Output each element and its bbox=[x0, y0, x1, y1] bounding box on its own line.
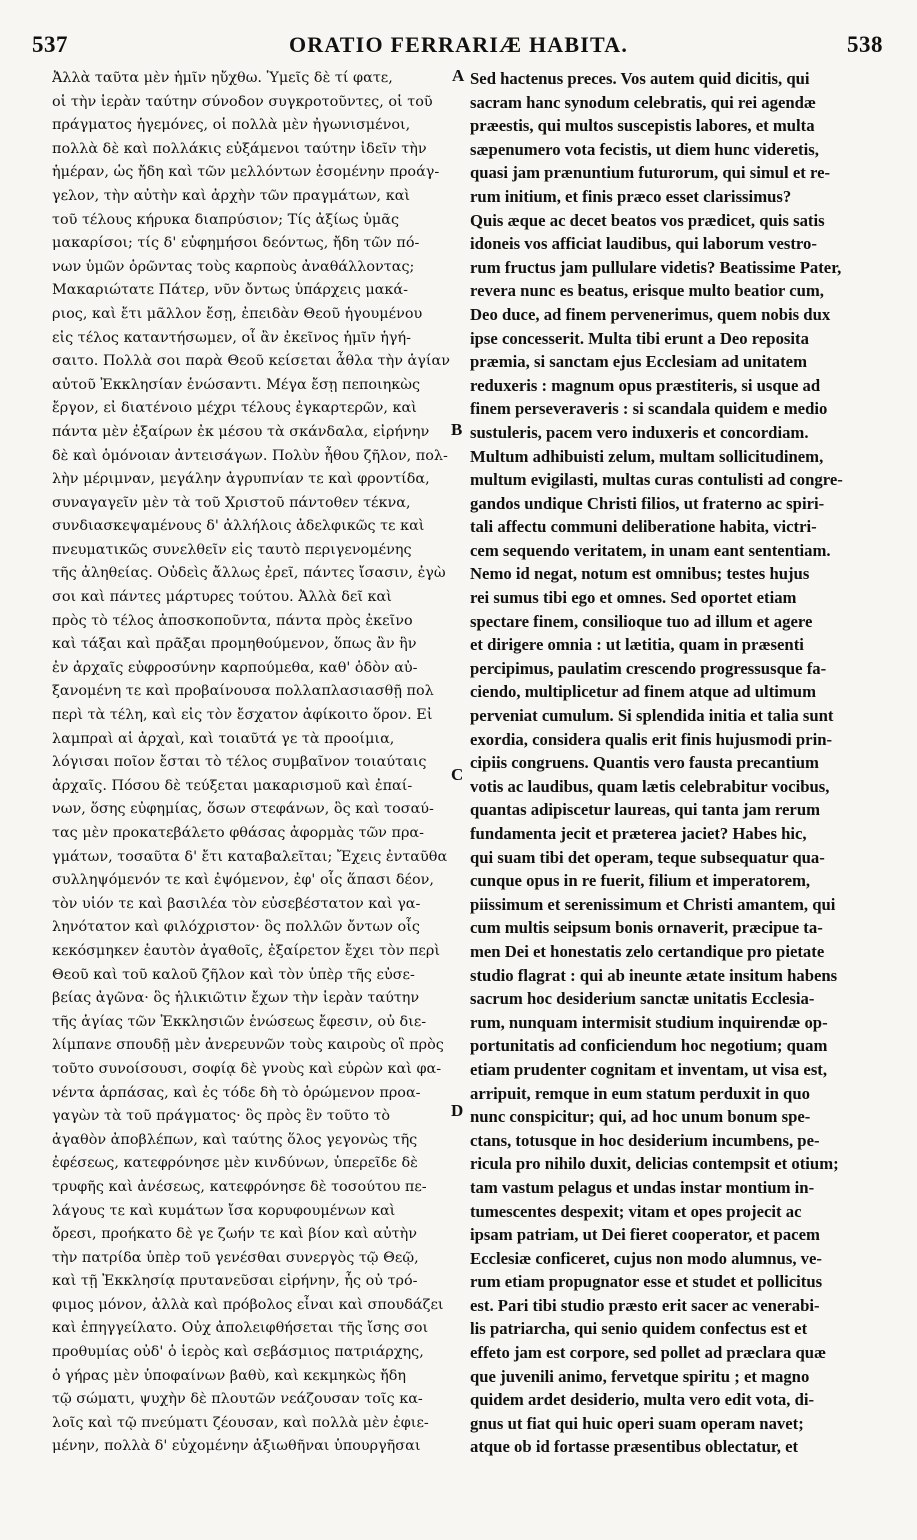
greek-text-line: τοῦ τέλους κήρυκα διαπρύσιον; Τίς ἀξίως ὑμᾶς bbox=[52, 211, 400, 228]
greek-text-line: αὐτοῦ Ἐκκλησίαν ἑνώσαντι. Μέγα ἔσῃ πεποιηκὼς bbox=[52, 376, 421, 393]
latin-text-line: que juvenili animo, fervetque spiritu ; et magno bbox=[470, 1366, 810, 1386]
latin-text-line: multum evigilasti, multas curas contulisti ad congre- bbox=[470, 470, 843, 490]
greek-text-line: τὴν πατρίδα ὑπὲρ τοῦ γενέσθαι συνεργὸς τῷ Θεῷ, bbox=[52, 1249, 419, 1266]
greek-text-line: λόγισαι ποῖον ἔσται τὸ τέλος συμβαῖνον τοιαύταις bbox=[52, 754, 427, 771]
latin-text-line: cem sequendo veritatem, in unam eant sententiam. bbox=[470, 540, 831, 560]
latin-text-line: rum, nunquam intermisit studium inquirendæ op- bbox=[470, 1012, 828, 1032]
greek-text-line: γαγὼν τὰ τοῦ πράγματος· ὃς πρὸς ἓν τοῦτο τὸ bbox=[52, 1108, 391, 1125]
latin-text-line: præestis, qui multos suscepistis labores, et multa bbox=[470, 116, 815, 136]
latin-text-line: exordia, considera qualis erit finis hujusmodi prin- bbox=[470, 729, 833, 749]
section-marker-b: B bbox=[451, 420, 463, 439]
greek-text-line: λίμπανε σπουδῇ μὲν ἀνερευνῶν τοὺς καιροὺς οἳ πρὸς bbox=[52, 1037, 444, 1054]
greek-text-line: ἐν ἀρχαῖς εὐφροσύνην καρπούμεθα, καθ' ὁδὸν αὐ- bbox=[52, 659, 418, 676]
greek-text-line: ἔργον, εἰ διατένοιο μέχρι τέλους ἐγκαρτερῶν, καὶ bbox=[52, 400, 417, 417]
greek-text-line: λαμπραὶ αἱ ἀρχαὶ, καὶ τοιαῦτά γε τὰ προοίμια, bbox=[52, 730, 395, 747]
greek-text-line: περὶ τὰ τέλη, καὶ εἰς τὸν ἔσχατον ἀφίκοιτο ὅρον. Εἰ bbox=[52, 707, 433, 724]
greek-text-line: βείας ἀγῶνα· ὃς ἡλικιῶτιν ἔχων τὴν ἱερὰν ταύτην bbox=[52, 990, 420, 1007]
latin-text-line: ricula pro nihilo duxit, delicias contempsit et otium; bbox=[470, 1154, 839, 1174]
greek-text-line: τῆς ἁγίας τῶν Ἐκκλησιῶν ἑνώσεως ἔφεσιν, οὐ διε- bbox=[52, 1013, 427, 1030]
latin-text-line: cunque opus in re fuerit, filium et imperatorem, bbox=[470, 871, 811, 891]
greek-text-line: τῆς ἀληθείας. Οὐδεὶς ἄλλως ἐρεῖ, πάντες ἴσασιν, ἐγὼ bbox=[52, 565, 446, 582]
latin-text-line: atque ob id fortasse præsentibus oblectatur, et bbox=[470, 1437, 799, 1457]
latin-text-line: Deo duce, ad finem pervenerimus, quem nobis dux bbox=[470, 304, 831, 324]
latin-text-line: rei sumus tibi ego et omnes. Sed oportet etiam bbox=[470, 588, 797, 608]
right-page-number: 538 bbox=[847, 32, 883, 57]
greek-text-line: λὴν μέριμναν, μεγάλην ἀγρυπνίαν τε καὶ φροντίδα, bbox=[52, 471, 430, 488]
greek-text-line: ἡμέραν, ὡς ἤδη καὶ τῶν μελλόντων ἐσομένην προάγ- bbox=[52, 164, 440, 181]
latin-text-line: sustuleris, pacem vero induxeris et concordiam. bbox=[470, 422, 809, 442]
greek-text-column bbox=[52, 67, 452, 1459]
greek-text-line: καὶ τῇ Ἐκκλησίᾳ πρυτανεῦσαι εἰρήνην, ἧς οὐ τρό- bbox=[52, 1273, 418, 1290]
latin-text-line: tali affectu communi deliberatione habita, victri- bbox=[470, 517, 817, 537]
latin-text-line: men Dei et honestatis zelo certandique pro pietate bbox=[470, 941, 825, 961]
greek-text-line: τοῦτο συνοίσουσι, σοφίᾳ δὲ γνοὺς καὶ εὑρὼν καὶ φα- bbox=[52, 1060, 442, 1077]
latin-text-line: ipsam patriam, ut Dei fieret cooperator, et pacem bbox=[470, 1225, 820, 1245]
greek-text-line: δὲ καὶ ὁμόνοιαν ἀντεισάγων. Πολὺν ἦθου ζῆλον, πολ- bbox=[52, 447, 448, 464]
latin-text-line: sacram hanc synodum celebratis, qui rei agendæ bbox=[470, 92, 816, 112]
latin-text-line: qui suam tibi det operam, teque subsequatur qua- bbox=[470, 847, 825, 867]
latin-text-line: ctans, totusque in hoc desiderium incumbens, pe- bbox=[470, 1130, 820, 1150]
latin-text-line: rum etiam propugnator esse et studet et pollicitus bbox=[470, 1272, 823, 1292]
greek-text-line: συνδιασκεψαμένους δ' ἀλλήλοις ἀδελφικῶς τε καὶ bbox=[52, 518, 425, 535]
latin-text-line: idoneis vos afficiat laudibus, qui laborum vestro- bbox=[470, 234, 817, 254]
greek-text-line: λοῖς καὶ τῷ πνεύματι ζέουσαν, καὶ πολλὰ μὲν ἐφιε- bbox=[52, 1414, 429, 1431]
greek-text-line: καὶ ἐπηγγείλατο. Οὐχ ἀπολειφθήσεται τῆς ἴσης σοι bbox=[52, 1320, 429, 1337]
greek-text-line: τας μὲν προκατεβάλετο φθάσας ἀφορμὰς τῶν πρα- bbox=[52, 825, 425, 841]
greek-text-line: πολλὰ δὲ καὶ πολλάκις εὐξάμενοι ταύτην ἰδεῖν τὴν bbox=[52, 140, 427, 157]
latin-text-line: Sed hactenus preces. Vos autem quid dicitis, qui bbox=[470, 69, 810, 88]
greek-text-line: προθυμίας οὐδ' ὁ ἱερὸς καὶ σεβάσμιος πατριάρχης, bbox=[52, 1344, 424, 1361]
latin-text-line: Multum adhibuisti zelum, multam sollicitudinem, bbox=[470, 446, 824, 466]
latin-text-line: rum initium, et finis præco esset clarissimus? bbox=[470, 186, 792, 206]
latin-text-line: Ecclesiæ conficeret, cujus non modo alumnus, ve- bbox=[470, 1248, 822, 1268]
latin-text-line: Quis æque ac decet beatos vos prædicet, quis satis bbox=[470, 210, 825, 230]
latin-text-line: est. Pari tibi studio præsto erit sacer ac venerabi- bbox=[470, 1295, 820, 1315]
latin-text-line: sacrum hoc desiderium sanctæ unitatis Ecclesia- bbox=[470, 989, 815, 1009]
greek-text-line: σαιτο. Πολλὰ σοι παρὰ Θεοῦ κείσεται ἆθλα τὴν ἁγίαν bbox=[52, 353, 450, 370]
latin-text-line: arripuit, remque in eum statum perduxit in quo bbox=[470, 1083, 810, 1103]
greek-text-line: τρυφῆς καὶ ἀνέσεως, κατεφρόνησε δὲ τοσούτου πε- bbox=[52, 1178, 427, 1195]
greek-text-line: κεκόσμηκεν ἑαυτὸν ἀγαθοῖς, ἐξαίρετον ἔχει τὸν περὶ bbox=[52, 942, 440, 959]
page-header bbox=[30, 32, 887, 60]
greek-text-line: σοι καὶ πάντες μάρτυρες τούτου. Ἀλλὰ δεῖ καὶ bbox=[52, 589, 392, 606]
greek-text-line: ξανομένη τε καὶ προβαίνουσα πολλαπλασιασθῇ πολ bbox=[52, 683, 434, 700]
latin-text-line: Nemo id negat, notum est omnibus; testes hujus bbox=[470, 564, 810, 584]
greek-text-line: ληνότατον καὶ φιλόχριστον· ὃς πολλῶν ὄντων οἷς bbox=[52, 919, 420, 936]
latin-text-line: gandos undique Christi filios, ut fraterno ac spiri- bbox=[470, 493, 825, 513]
greek-text-line: νων, ὅσης εὐφημίας, ὅσων στεφάνων, ὃς καὶ τοσαύ- bbox=[52, 801, 434, 818]
greek-text-line: πράγματος ἡγεμόνες, οἱ πολλὰ μὲν ἠγωνισμένοι, bbox=[52, 117, 411, 134]
latin-text-line: votis ac laudibus, quam lætis celebrabitur vocibus, bbox=[470, 776, 830, 796]
latin-text-line: studio flagrat : qui ab ineunte ætate insitum habens bbox=[470, 965, 838, 985]
greek-text-line: μένην, πολλὰ δ' εὐχομένην ἀξιωθῆναι ὑπουργῆσαι bbox=[52, 1438, 421, 1455]
greek-text-line: συλληψόμενόν τε καὶ ἐψόμενον, ἐφ' οἷς ἅπασι δέον, bbox=[52, 872, 434, 889]
greek-text-line: Μακαριώτατε Πάτερ, νῦν ὄντως ὑπάρχεις μακά- bbox=[52, 282, 409, 299]
latin-text-line: tumescentes despexit; vitam et opes projecit ac bbox=[470, 1201, 802, 1221]
latin-text-line: percipimus, paulatim crescendo progressusque fa- bbox=[470, 658, 827, 678]
greek-text-line: πνευματικῶς συνελθεῖν εἰς ταυτὸ περιγενομένης bbox=[52, 541, 412, 558]
greek-text-line: Ἀλλὰ ταῦτα μὲν ἡμῖν ηὔχθω. Ὑμεῖς δὲ τί φατε, bbox=[52, 70, 393, 86]
latin-text-line: lis patriarcha, qui senio quidem confectus est et bbox=[470, 1319, 808, 1339]
latin-text-line: præmia, si sanctam ejus Ecclesiam ad unitatem bbox=[470, 352, 807, 372]
latin-text-line: cipiis congruens. Quantis vero fausta precantium bbox=[470, 753, 819, 773]
greek-text-line: ἀγαθὸν ἀποβλέπων, καὶ ταύτης ὅλος γεγονὼς τῆς bbox=[52, 1131, 418, 1148]
greek-text-line: τὸν υἱόν τε καὶ βασιλέα τὸν εὐσεβέστατον καὶ γα- bbox=[52, 895, 421, 912]
greek-text-line: εἰς τέλος καταντήσωμεν, οἷ ἂν ἐκεῖνος ἡμῖν ἡγή- bbox=[52, 329, 411, 346]
latin-text-line: portunitatis ad conficiendum hoc negotium; quam bbox=[470, 1036, 828, 1056]
greek-text-line: γμάτων, τοσαῦτα δ' ἔτι καταβαλεῖται; Ἔχεις ἐνταῦθα bbox=[52, 848, 448, 865]
greek-text-line: νέντα ἁρπάσας, καὶ ἐς τόδε δὴ τὸ ὁρώμενον προα- bbox=[52, 1084, 421, 1101]
greek-text-line: ριος, καὶ ἔτι μᾶλλον ἔσῃ, ἐπειδὰν Θεοῦ ἡγουμένου bbox=[52, 305, 423, 322]
left-page-number: 537 bbox=[32, 32, 68, 57]
greek-text-line: καὶ τάξαι καὶ πρᾶξαι προμηθούμενον, ὅπως ἂν ἣν bbox=[52, 636, 417, 653]
latin-text-line: gnus ut fiat qui huic operi suam operam navet; bbox=[470, 1413, 804, 1433]
greek-text-line: λάγους τε καὶ κυμάτων ἴσα κορυφουμένων καὶ bbox=[52, 1202, 396, 1219]
latin-text-line: fundamenta jecit et præterea jaciet? Habes hic, bbox=[470, 824, 807, 843]
latin-text-line: rum fructus jam pullulare videtis? Beatissime Pater, bbox=[470, 257, 842, 277]
latin-text-line: et dirigere omnia : ut lætitia, quam in præsenti bbox=[470, 635, 804, 655]
latin-text-line: perveniat cumulum. Si splendida initia et talia sunt bbox=[470, 706, 834, 726]
latin-text-line: spectare finem, consilioque tuo ad illum et agere bbox=[470, 611, 813, 631]
greek-text-line: πρὸς τὸ τέλος ἀποσκοποῦντα, πάντα πρὸς ἐκεῖνο bbox=[52, 612, 413, 629]
greek-text-line: ἐφέσεως, κατεφρόνησε μὲν κινδύνων, ὑπερεῖδε δὲ bbox=[52, 1155, 418, 1172]
greek-text-line: γελον, τὴν αὐτὴν καὶ ἀρχὴν τῶν πραγμάτων, καὶ bbox=[52, 187, 411, 204]
latin-text-line: etiam prudenter cognitam et inventam, ut visa est, bbox=[470, 1059, 828, 1079]
latin-text-line: nunc conspicitur; qui, ad hoc unum bonum spe- bbox=[470, 1107, 811, 1127]
greek-text-line: φιμος μόνον, ἀλλὰ καὶ πρόβολος εἶναι καὶ σπουδάζει bbox=[52, 1296, 444, 1313]
section-marker-c: C bbox=[451, 765, 464, 784]
latin-text-line: quasi jam prænuntium futurorum, qui simul et re- bbox=[470, 163, 831, 183]
greek-text-line: συναγαγεῖν μὲν τὰ τοῦ Χριστοῦ πάντοθεν τέκνα, bbox=[52, 494, 411, 511]
latin-text-line: quidem ardet desiderio, multa vero edit vota, di- bbox=[470, 1390, 815, 1410]
section-marker-d: D bbox=[451, 1101, 464, 1120]
latin-text-line: cum multis seipsum bonis ornaverit, præcipue ta- bbox=[470, 918, 823, 938]
latin-text-line: revera nunc es beatus, erisque multo beatior cum, bbox=[470, 281, 824, 301]
greek-text-line: νων ὑμῶν ὁρῶντας τοὺς καρποὺς ἀναθάλλοντας; bbox=[52, 258, 415, 275]
greek-text-line: μακαρίσοι; τίς δ' εὐφημήσοι δεόντως, ἤδη τῶν πό- bbox=[52, 235, 420, 252]
greek-text-line: Θεοῦ καὶ τοῦ καλοῦ ζῆλον καὶ τὸν ὑπὲρ τῆς εὐσε- bbox=[52, 966, 415, 983]
latin-text-line: ipse concesserit. Multa tibi erunt a Deo reposita bbox=[470, 328, 809, 348]
latin-text-line: sæpenumero vota fecistis, ut diem hunc videretis, bbox=[470, 139, 819, 159]
section-marker-a: A bbox=[452, 66, 465, 85]
greek-text-line: τῷ σώματι, ψυχὴν δὲ πλουτῶν νεάζουσαν τοῖς κα- bbox=[52, 1391, 423, 1408]
latin-text-line: reduxeris : magnum opus præstiteris, si usque ad bbox=[470, 375, 821, 395]
latin-text-line: finem perseveraveris : si scandala quidem e medio bbox=[470, 399, 828, 419]
latin-text-line: piissimum et serenissimum et Christi amantem, qui bbox=[470, 894, 836, 914]
latin-text-line: effeto jam est corpore, sed pollet ad præclara quæ bbox=[470, 1343, 827, 1363]
latin-text-column bbox=[470, 67, 880, 1459]
latin-text-line: tam vastum pelagus et undas instar montium in- bbox=[470, 1177, 815, 1197]
greek-text-line: ἀρχαῖς. Πόσου δὲ τεύξεται μακαρισμοῦ καὶ ἐπαί- bbox=[52, 777, 413, 794]
greek-text-line: οἱ τὴν ἱερὰν ταύτην σύνοδον συγκροτοῦντες, οἱ τοῦ bbox=[52, 93, 433, 110]
greek-text-line: ὁ γήρας μὲν ὑποφαίνων βαθὺ, καὶ κεκμηκὼς ἤδη bbox=[52, 1367, 406, 1384]
latin-text-line: ciendo, multiplicetur ad finem atque ad ultimum bbox=[470, 682, 816, 702]
greek-text-line: πάντα μὲν ἐξαίρων ἐκ μέσου τὰ σκάνδαλα, εἰρήνην bbox=[52, 423, 430, 440]
greek-text-line: ὄρεσι, προήκατο δὲ γε ζωήν τε καὶ βίον καὶ αὐτὴν bbox=[52, 1226, 417, 1243]
latin-text-line: quantas adipiscetur laureas, qui tanta jam rerum bbox=[470, 800, 821, 820]
running-title: ORATIO FERRARIÆ HABITA. bbox=[288, 32, 629, 57]
